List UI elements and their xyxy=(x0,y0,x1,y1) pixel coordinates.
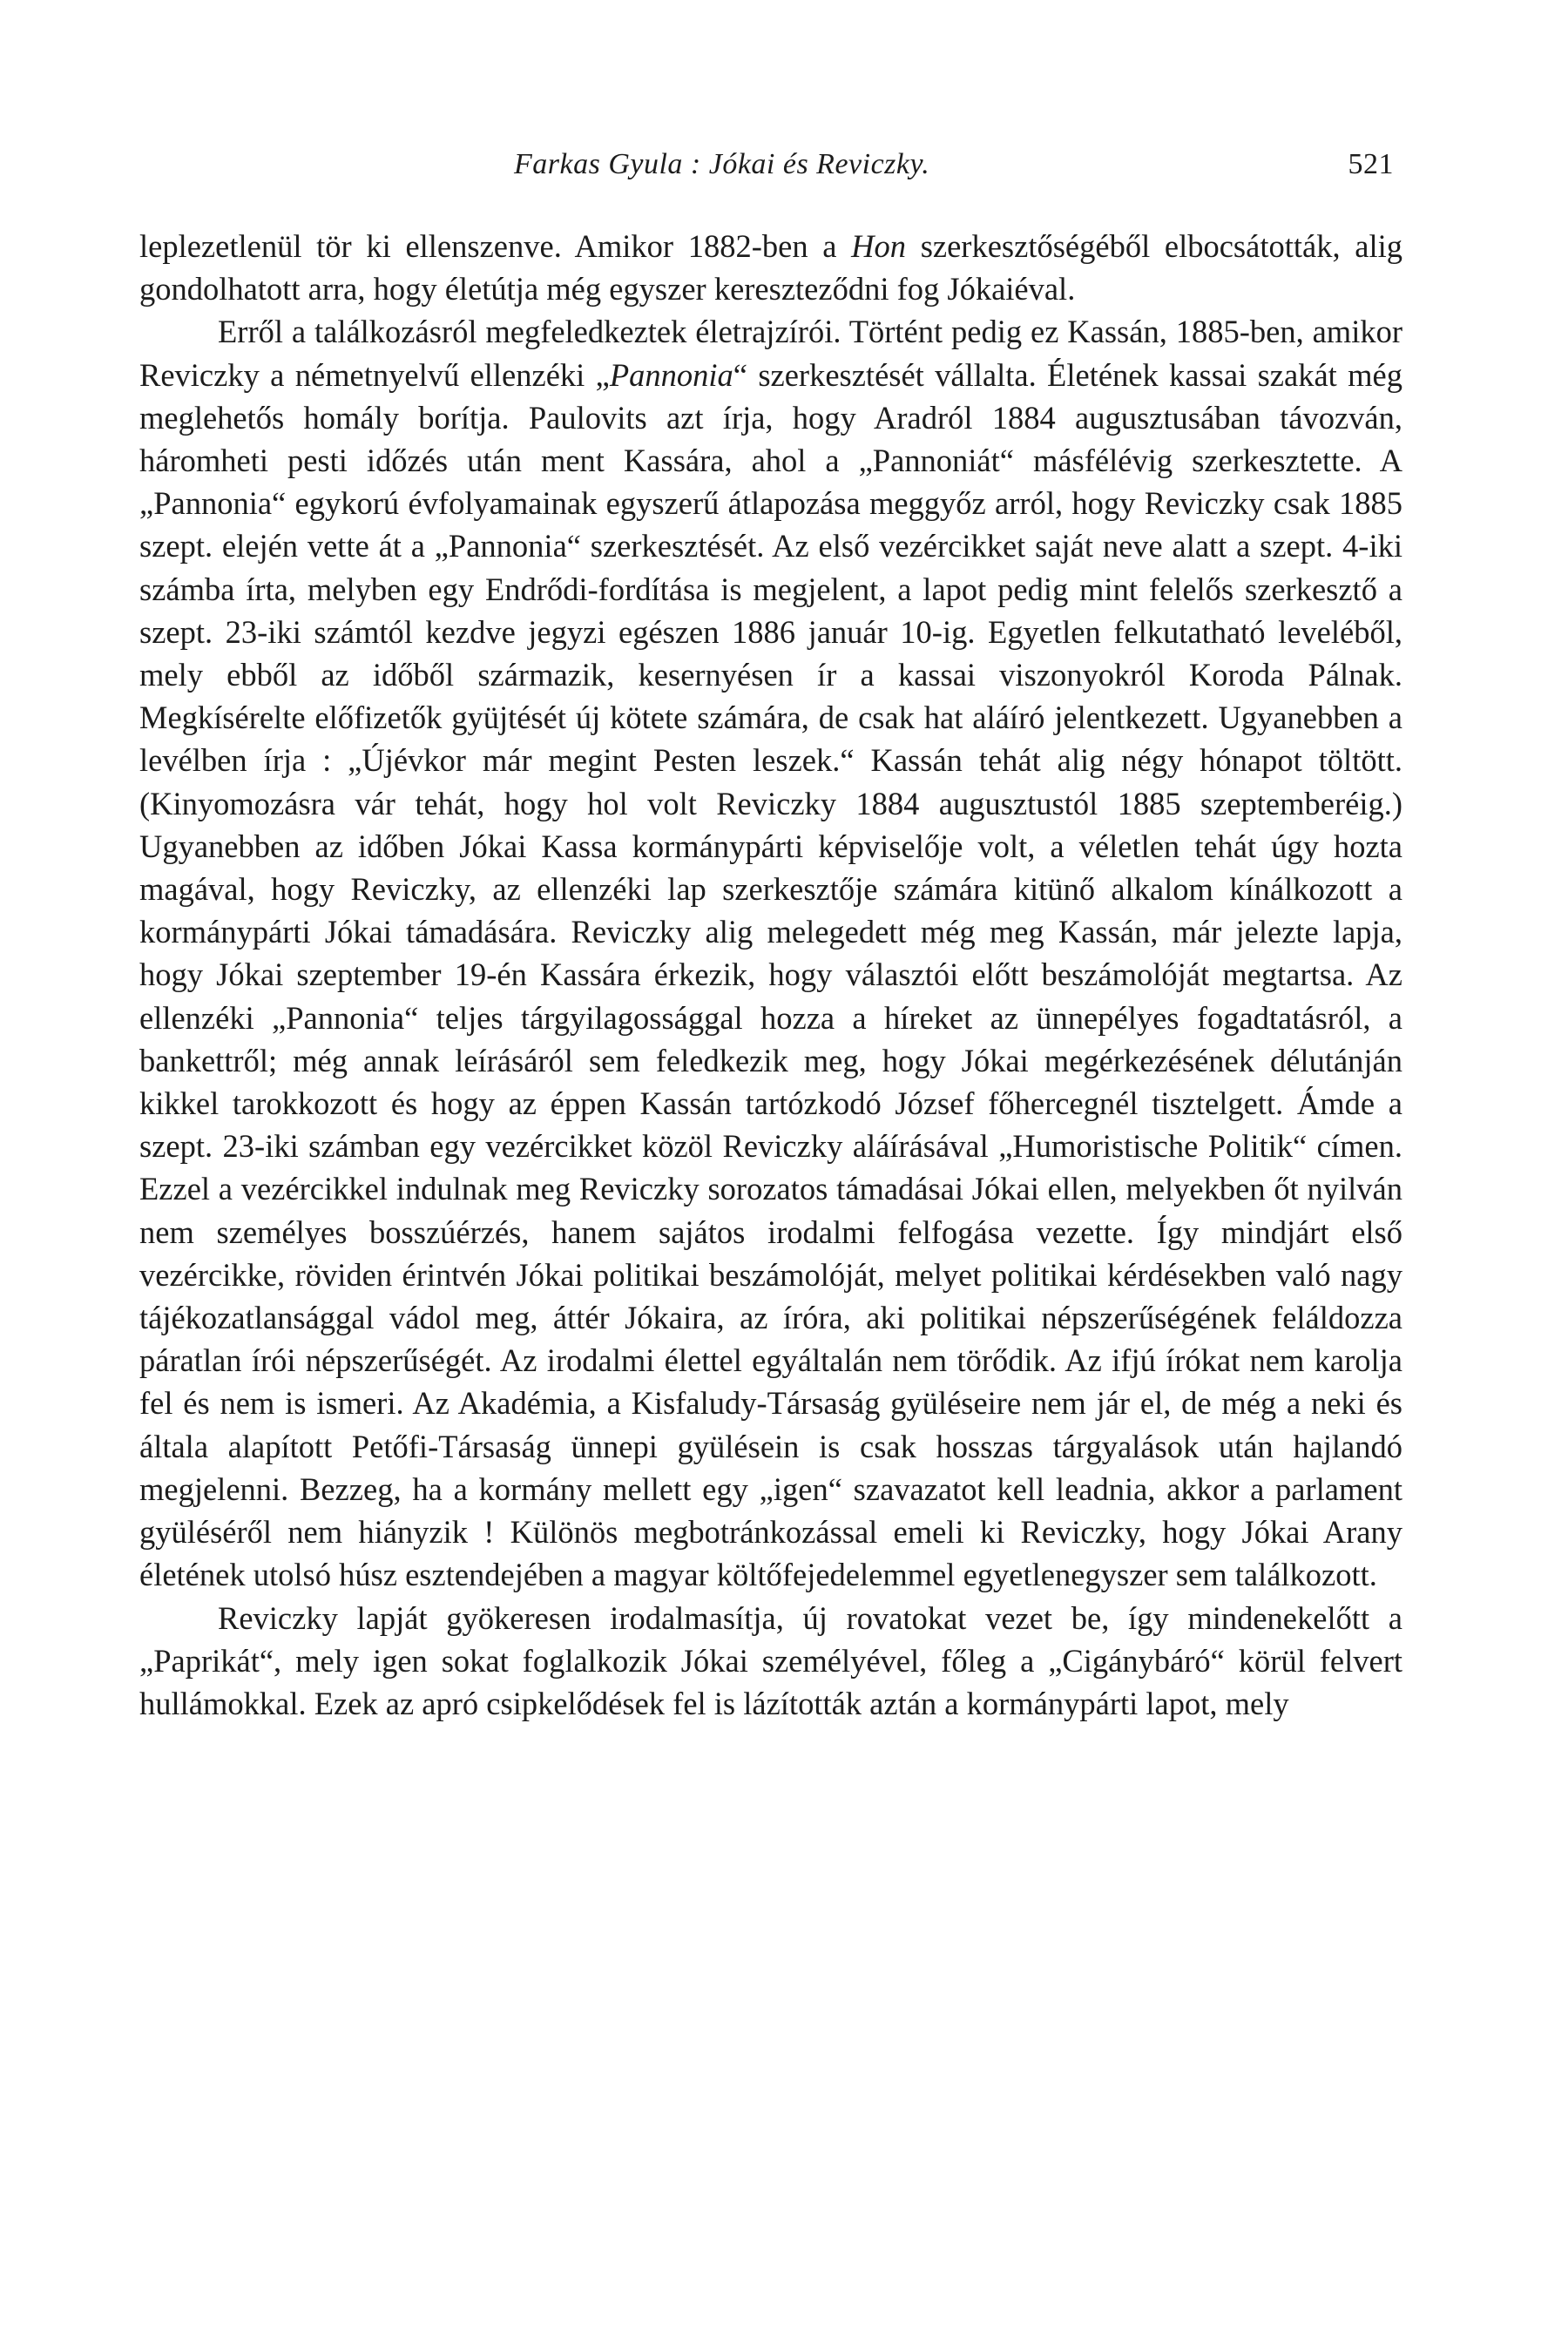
paragraph-3 xyxy=(139,1597,1402,1726)
running-header xyxy=(139,148,1402,192)
text-run: Reviczky lapját gyökeresen irodalmasítja, új rovatokat vezet be, így mindenekelőtt a „Paprikát“, mely igen sokat foglalkozik Jókai személyével, főleg a „Cigánybáró“ körül felvert hullámokkal. Ezek az apró csipkelődések fel is lázították aztán a kormánypárti lapot, mely xyxy=(139,1599,1402,1721)
text-run: Erről a találkozásról megfeledkeztek életrajzírói. Történt pedig ez Kassán, 1885-ben, amikor Reviczky a németnyelvű ellenzéki „ xyxy=(139,314,1402,393)
text-run: szerkesztőségéből elbocsátották, alig gondolhatott arra, hogy életútja még egyszer kereszteződni fog Jókaiéval. xyxy=(139,228,1403,308)
page-number: 521 xyxy=(1348,148,1394,180)
running-title: Farkas Gyula : Jókai és Reviczky. xyxy=(514,148,930,180)
paragraph-1 xyxy=(139,225,1402,310)
body-text xyxy=(139,225,1402,1725)
text-run: “ szerkesztését vállalta. Életének kassai szakát még meglehetős homály borítja. Paulovits azt írja, hogy Aradról 1884 augusztusában távozván, háromheti pesti időzés után ment Kassára, ahol a „Pannoniát“ másfélévig szerkesztette. A „Pannonia“ egykorú évfolyamainak egyszerű átlapozása meggyőz arról, hogy Reviczky csak 1885 szept. elején vette át a „Pannonia“ szerkesztését. Az első vezércikket saját neve alatt a szept. 4-iki számba írta, melyben egy Endrődi-fordítása is megjelent, a lapot pedig mint felelős szerkesztő a szept. 23-iki számtól kezdve jegyzi egészen 1886 január 10-ig. Egyetlen felkutatható leveléből, mely ebből az időből származik, kesernyésen ír a kassai viszonyokról Koroda Pálnak. Megkísérelte előfizetők gyüjtését új kötete számára, de csak hat aláíró jelentkezett. Ugyanebben a levélben írja : „Újévkor már megint Pesten leszek.“ Kassán tehát alig négy hónapot töltött. (Kinyomozásra vár tehát, hogy hol volt Reviczky 1884 augusztustól 1885 szeptemberéig.) Ugyanebben az időben Jókai Kassa kormánypárti képviselője volt, a véletlen tehát úgy hozta magával, hogy Reviczky, az ellenzéki lap szerkesztője számára kitünő alkalom kínálkozott a kormánypárti Jókai támadására. Reviczky alig melegedett még meg Kassán, már jelezte lapja, hogy Jókai szeptember 19-én Kassára érkezik, hogy választói előtt beszámolóját megtartsa. Az ellenzéki „Pannonia“ teljes tárgyilagossággal hozza a híreket az ünnepélyes fogadtatásról, a bankettről; még annak leírásáról sem feledkezik meg, hogy Jókai megérkezésének délutánján kikkel tarokkozott és hogy az éppen Kassán tartózkodó József főhercegnél tisztelgett. Ámde a szept. 23-iki számban egy vezércikket közöl Reviczky aláírásával „Humoristische Politik“ címen. Ezzel a vezércikkel indulnak meg Reviczky sorozatos támadásai Jókai ellen, melyekben őt nyilván nem személyes bosszúérzés, hanem sajátos irodalmi felfogása vezette. Így mindjárt első vezércikke, röviden érintvén Jókai politikai beszámolóját, melyet politikai kérdésekben való nagy tájékozatlansággal vádol meg, áttér Jókaira, az íróra, aki politikai népszerűségének feláldozza páratlan írói népszerűségét. Az irodalmi élettel egyáltalán nem törődik. Az ifjú írókat nem karolja fel és nem is ismeri. Az Akadémia, a Kisfaludy-Társaság gyüléseire nem jár el, de még a neki és általa alapított Petőfi-Társaság ünnepi gyülésein is csak hosszas tárgyalások után hajlandó megjelenni. Bezzeg, ha a kormány mellett egy „igen“ szavazatot kell leadnia, akkor a parlament gyüléséről nem hiányzik ! Különös megbotránkozással emeli ki Reviczky, hogy Jókai Arany életének utolsó húsz esztendejében a magyar költőfejedelemmel egyetlenegyszer sem találkozott. xyxy=(139,356,1402,1593)
italic-title-hon: Hon xyxy=(851,228,907,264)
book-page xyxy=(139,148,1402,1725)
text-run: leplezetlenül tör ki ellenszenve. Amikor 1882-ben a xyxy=(139,228,852,264)
italic-title-pannonia: Pannonia xyxy=(609,356,733,393)
paragraph-2 xyxy=(139,310,1402,1596)
